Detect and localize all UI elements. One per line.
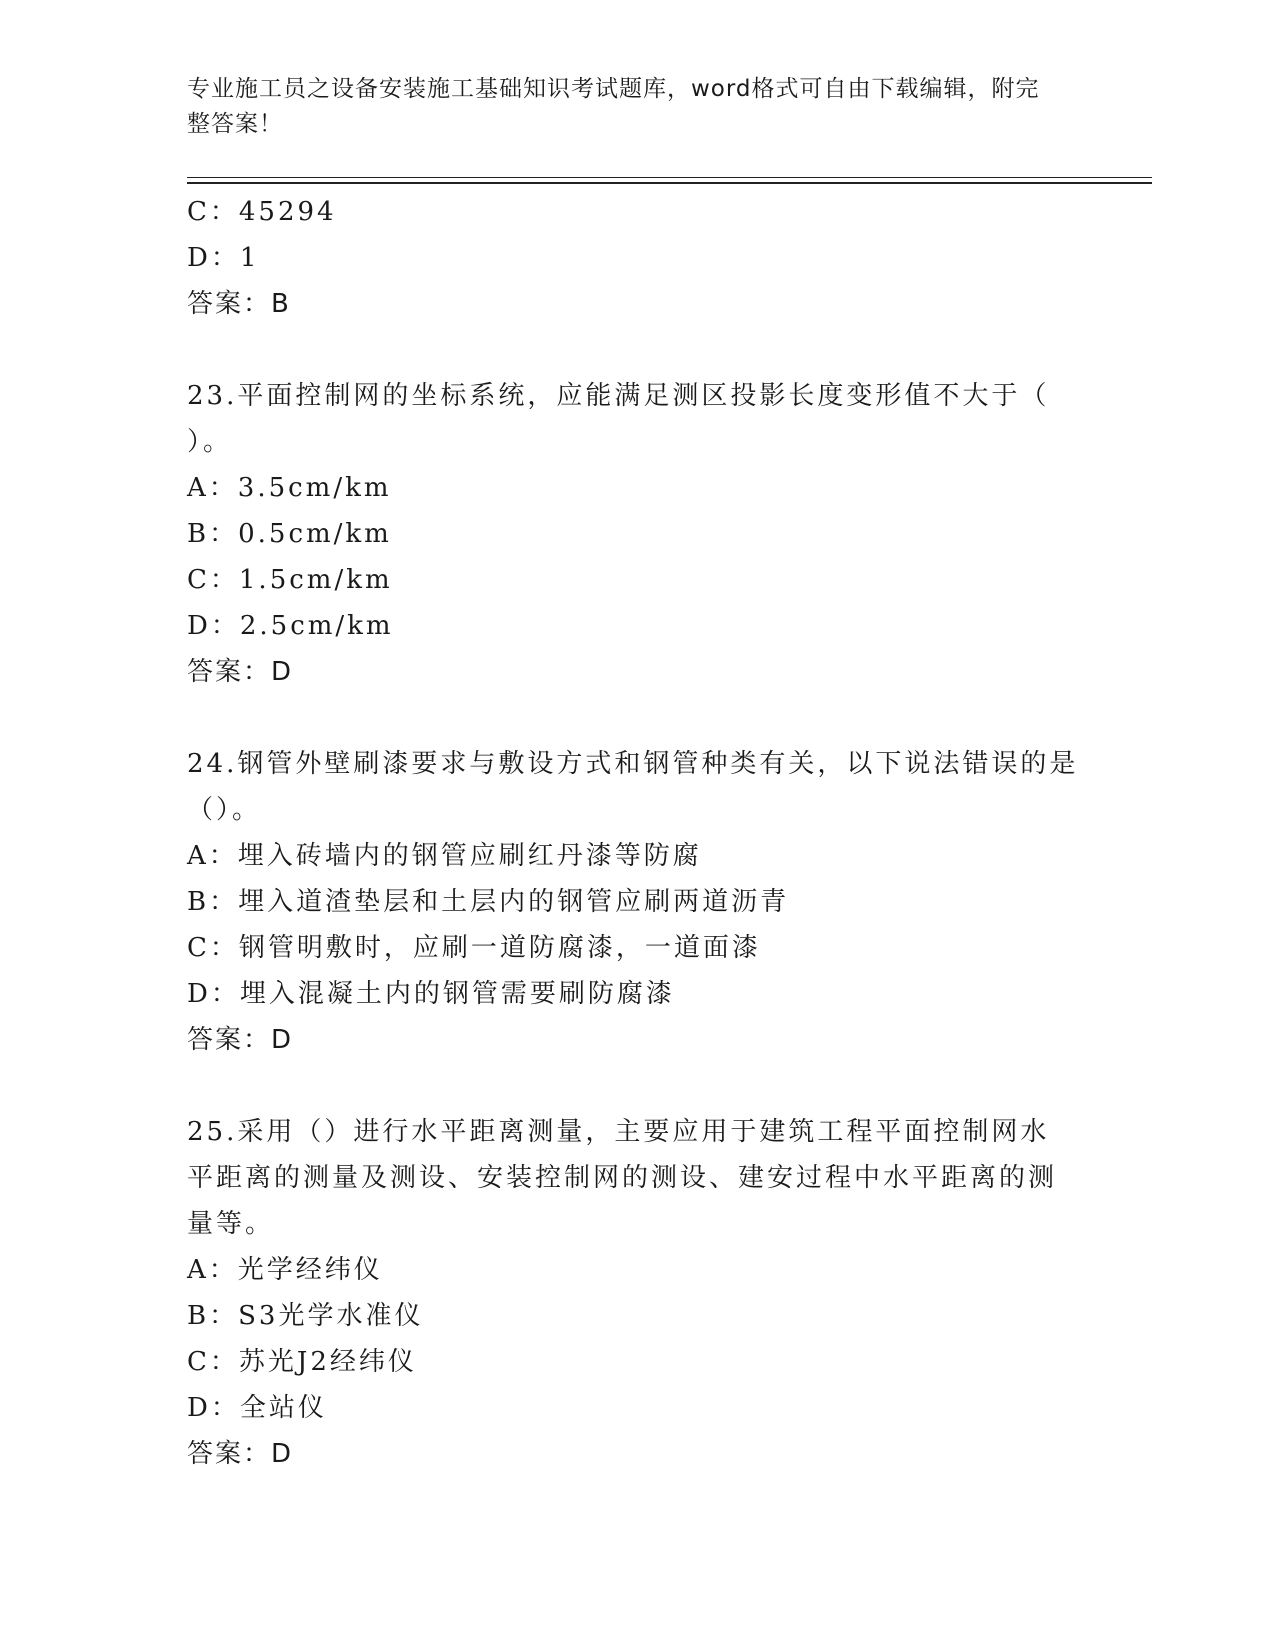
question-stem: 23.平面控制网的坐标系统，应能满足测区投影长度变形值不大于（ <box>187 381 1050 411</box>
answer-label: 答案：B <box>187 289 291 319</box>
question-stem-continued: 平距离的测量及测设、安装控制网的测设、建安过程中水平距离的测 <box>187 1163 1058 1193</box>
option-d: D：全站仪 <box>187 1393 327 1423</box>
spacer <box>187 327 1087 373</box>
option-c: C：45294 <box>187 197 337 227</box>
option-b: B：0.5cm/km <box>187 519 392 549</box>
header-line-2: 整答案！ <box>187 111 283 137</box>
spacer <box>187 695 1087 741</box>
question-23 <box>187 373 1087 695</box>
option-d: D：2.5cm/km <box>187 611 394 641</box>
option-d: D：1 <box>187 243 260 273</box>
document-header <box>187 72 1067 142</box>
option-c: C：1.5cm/km <box>187 565 393 595</box>
question-stem: 25.采用（）进行水平距离测量，主要应用于建筑工程平面控制网水 <box>187 1117 1050 1147</box>
question-22-tail <box>187 189 1087 327</box>
question-stem: 24.钢管外壁刷漆要求与敷设方式和钢管种类有关，以下说法错误的是 <box>187 749 1079 779</box>
option-c: C：钢管明敷时，应刷一道防腐漆，一道面漆 <box>187 933 761 963</box>
option-a: A：光学经纬仪 <box>187 1255 383 1285</box>
question-stem-continued: ）。 <box>187 427 233 457</box>
option-c: C：苏光J2经纬仪 <box>187 1347 417 1377</box>
question-stem-continued: （）。 <box>187 795 262 825</box>
answer-label: 答案：D <box>187 657 294 687</box>
option-b: B：S3光学水准仪 <box>187 1301 424 1331</box>
answer-label: 答案：D <box>187 1025 294 1055</box>
spacer <box>187 1063 1087 1109</box>
question-25 <box>187 1109 1087 1477</box>
question-24 <box>187 741 1087 1063</box>
header-line-1: 专业施工员之设备安装施工基础知识考试题库，word格式可自由下载编辑，附完 <box>187 76 1040 102</box>
option-a: A：3.5cm/km <box>187 473 392 503</box>
header-divider-thin <box>187 177 1152 178</box>
option-a: A：埋入砖墙内的钢管应刷红丹漆等防腐 <box>187 841 702 871</box>
option-d: D：埋入混凝土内的钢管需要刷防腐漆 <box>187 979 675 1009</box>
question-list <box>187 189 1087 1477</box>
option-b: B：埋入道渣垫层和土层内的钢管应刷两道沥青 <box>187 887 790 917</box>
question-stem-continued: 量等。 <box>187 1209 275 1239</box>
answer-label: 答案：D <box>187 1439 294 1469</box>
header-divider-thick <box>187 182 1152 184</box>
